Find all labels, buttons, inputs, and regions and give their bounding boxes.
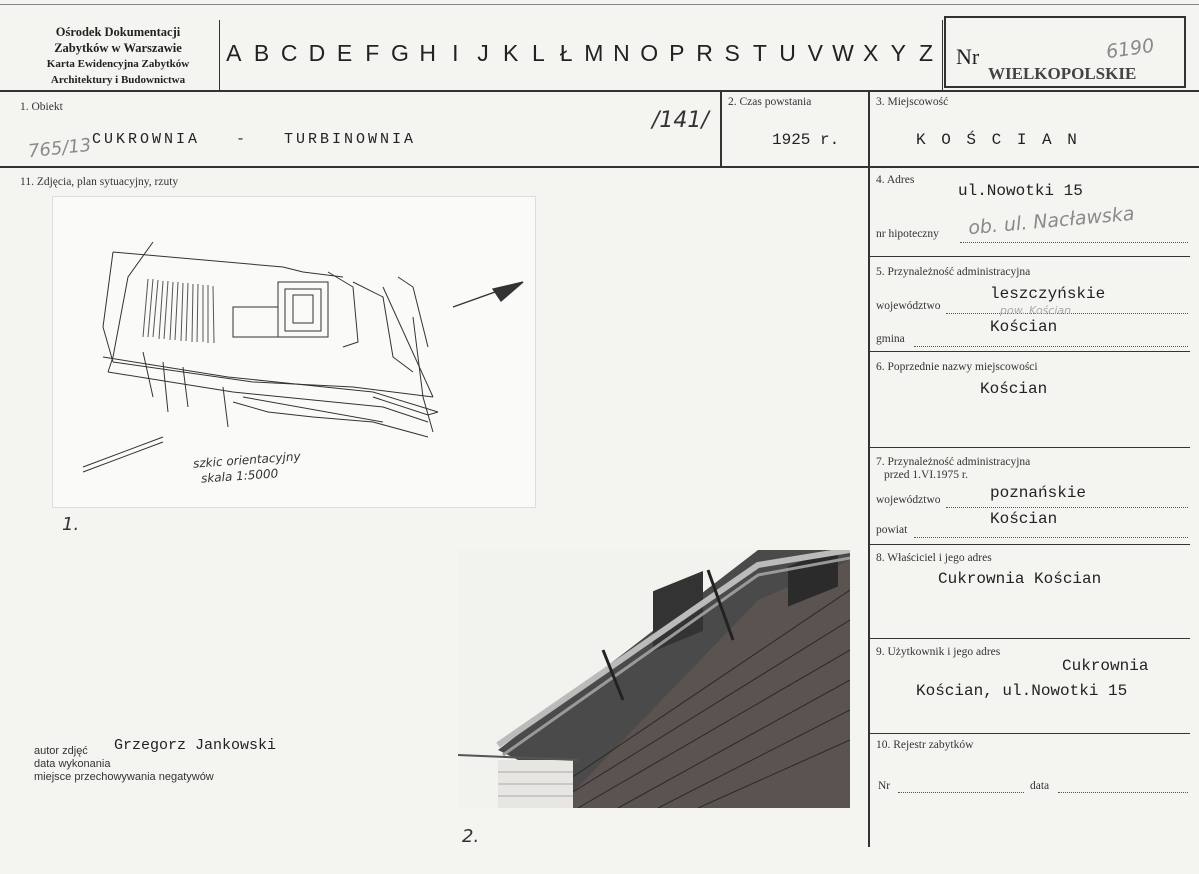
photo-marker: 2. — [462, 826, 480, 847]
map-marker: 1. — [62, 514, 80, 535]
index-letter: J — [477, 39, 489, 66]
autor-value: Grzegorz Jankowski — [114, 737, 277, 754]
index-letter: A — [226, 39, 242, 66]
rejestr-data-label: data — [1030, 780, 1050, 792]
index-letter: R — [696, 39, 713, 66]
adres-value: ul.Nowotki 15 — [958, 182, 1083, 200]
site-plan-sketch — [52, 196, 536, 508]
zdjecia-label: 11. Zdjęcia, plan sytuacyjny, rzuty — [20, 176, 179, 188]
data-wykonania-label: data wykonania — [34, 758, 111, 770]
obiekt-label: 1. Obiekt — [20, 101, 63, 113]
index-letter: X — [862, 39, 879, 66]
index-letter: M — [584, 39, 604, 66]
index-letter: N — [613, 39, 630, 66]
poprzednie-label: 6. Poprzednie nazwy miejscowości — [876, 361, 1038, 373]
index-letter: P — [669, 39, 685, 66]
uzytkownik-value-line1: Cukrownia — [1062, 657, 1149, 675]
adres-label: 4. Adres — [876, 174, 915, 186]
rejestr-nr-label: Nr — [878, 780, 891, 792]
przynaleznosc-handwritten: pow. Kościan — [1000, 304, 1072, 317]
index-letter: T — [752, 39, 767, 66]
obiekt-handwritten-ref: /141/ — [652, 108, 709, 133]
obiekt-value: CUKROWNIA - TURBINOWNIA — [92, 131, 417, 148]
nr-label: Nr — [956, 44, 980, 69]
index-letter: Ł — [559, 39, 573, 66]
obiekt-handwritten-number: 765/13 — [27, 134, 93, 163]
alphabet-index — [220, 18, 942, 88]
index-letter: V — [807, 39, 823, 66]
powiat-1975-value: Kościan — [990, 510, 1058, 528]
index-letter: F — [365, 39, 380, 66]
przynaleznosc-label: 5. Przynależność administracyjna — [876, 266, 1031, 278]
czas-value: 1925 r. — [772, 131, 840, 149]
wojewodztwo-1975-label: województwo — [876, 494, 941, 506]
adres-handwritten: ob. ul. Nacławska — [967, 202, 1136, 240]
index-letter: I — [452, 39, 459, 66]
index-letter: O — [640, 39, 659, 66]
index-letter: B — [253, 39, 270, 66]
wlasciciel-value: Cukrownia Kościan — [938, 570, 1102, 588]
poprzednie-value: Kościan — [980, 380, 1048, 398]
index-letter: E — [336, 39, 353, 66]
miejsce-label: miejsce przechowywania negatywów — [34, 771, 214, 783]
institution-name: Ośrodek Dokumentacji Zabytków w Warszawie Karta Ewidencyjna Zabytków Architektury i Budownictwa — [46, 25, 190, 86]
map-caption-line2: skala 1:5000 — [200, 466, 279, 486]
uzytkownik-value-line2: Kościan, ul.Nowotki 15 — [916, 682, 1128, 700]
index-letter: Y — [890, 39, 907, 66]
index-letter: W — [832, 39, 854, 66]
building-photo — [458, 550, 850, 808]
miejscowosc-value: K O Ś C I A N — [916, 131, 1080, 149]
uzytkownik-label: 9. Użytkownik i jego adres — [876, 646, 1001, 658]
przynaleznosc-1975-label2: przed 1.VI.1975 r. — [884, 469, 968, 481]
wlasciciel-label: 8. Właściciel i jego adres — [876, 552, 992, 564]
index-letter: C — [280, 39, 298, 66]
index-letter: U — [779, 39, 796, 66]
powiat-1975-label: powiat — [876, 524, 908, 536]
nr-hipoteczny-label: nr hipoteczny — [876, 228, 939, 240]
wojewodztwo-value: leszczyńskie — [990, 285, 1106, 303]
rejestr-label: 10. Rejestr zabytków — [876, 739, 974, 751]
index-letter: G — [391, 39, 409, 66]
nr-handwritten: 6190 — [1104, 34, 1156, 64]
gmina-label: gmina — [876, 333, 905, 345]
gmina-value: Kościan — [990, 318, 1058, 336]
index-letter: K — [503, 39, 519, 66]
nr-box — [944, 16, 1186, 88]
region-name: WIELKOPOLSKIE — [988, 64, 1137, 83]
wojewodztwo-1975-value: poznańskie — [990, 484, 1087, 502]
autor-label: autor zdjęć — [34, 745, 88, 757]
map-caption-line1: szkic orientacyjny — [192, 449, 302, 471]
index-letter: S — [724, 39, 740, 66]
czas-label: 2. Czas powstania — [728, 96, 812, 108]
index-letter: Z — [919, 39, 934, 66]
index-letter: H — [419, 39, 436, 66]
przynaleznosc-1975-label1: 7. Przynależność administracyjna — [876, 456, 1031, 468]
miejscowosc-label: 3. Miejscowość — [876, 96, 949, 108]
building-photo-image — [458, 550, 850, 808]
wojewodztwo-label: województwo — [876, 300, 941, 312]
index-letter: D — [308, 39, 326, 66]
index-letter: L — [532, 39, 545, 66]
